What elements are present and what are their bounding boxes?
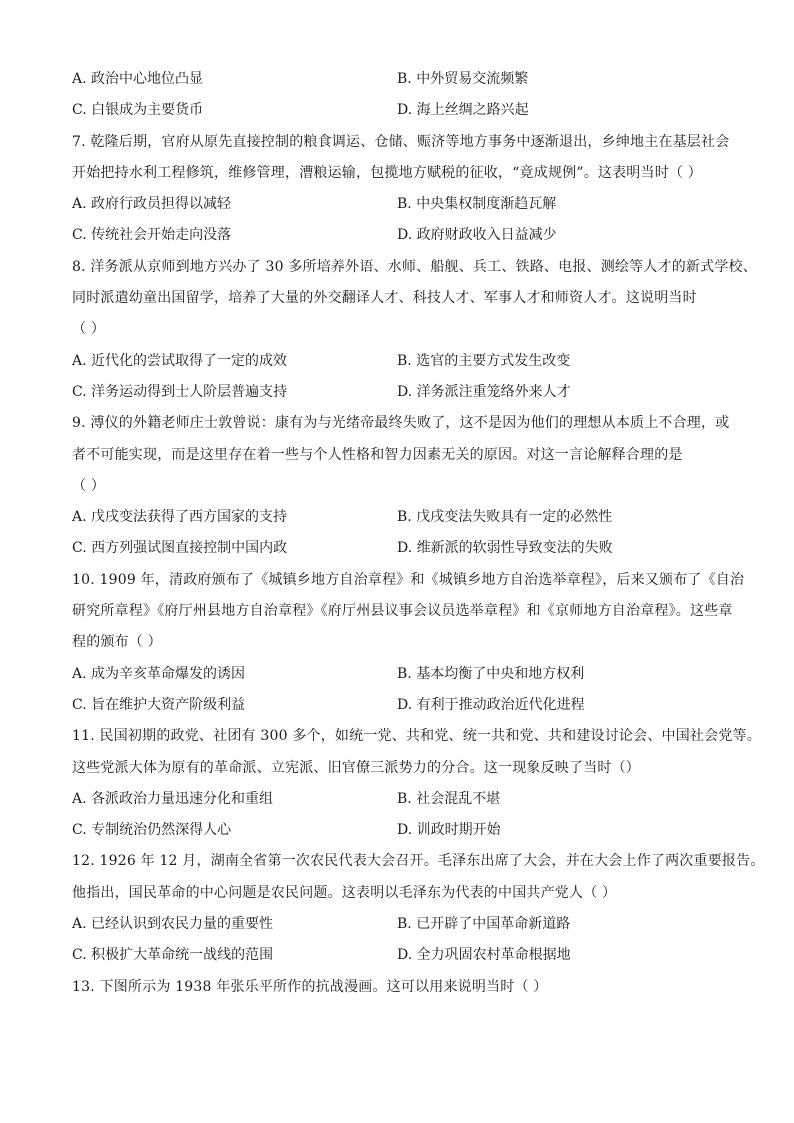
- question-list: [72, 64, 765, 1003]
- q12-option-c[interactable]: C. 积极扩大革命统一战线的范围: [72, 947, 274, 964]
- q7-options-row-2: [72, 220, 724, 251]
- q8-stem-line-3: （ ）: [72, 321, 106, 338]
- q10-option-a[interactable]: A. 成为辛亥革命爆发的诱因: [72, 665, 246, 682]
- q10-option-d[interactable]: D. 有利于推动政治近代化进程: [397, 696, 585, 713]
- q9-option-c[interactable]: C. 西方列强试图直接控制中国内政: [72, 540, 288, 557]
- q7-option-b[interactable]: B. 中央集权制度渐趋瓦解: [397, 196, 557, 213]
- q8-option-b[interactable]: B. 选官的主要方式发生改变: [397, 352, 571, 369]
- q12-option-b[interactable]: B. 已开辟了中国革命新道路: [397, 916, 571, 933]
- q9-stem-line-1: 9. 溥仪的外籍老师庄士敦曾说：康有为与光绪帝最终失败了，这不是因为他们的理想从本质上不合理，或: [72, 415, 730, 432]
- q10-options-row-2: [72, 690, 724, 721]
- q8-stem-line-1: 8. 洋务派从京师到地方兴办了 30 多所培养外语、水师、船舰、兵工、铁路、电报、测绘等人才的新式学校、: [72, 258, 757, 275]
- q10-option-c[interactable]: C. 旨在维护大资产阶级利益: [72, 696, 246, 713]
- q6-options-row-2: [72, 95, 724, 126]
- q6-option-d[interactable]: D. 海上丝绸之路兴起: [397, 102, 529, 119]
- q9-option-a[interactable]: A. 戊戌变法获得了西方国家的支持: [72, 509, 288, 526]
- q11-stem-line-2: 这些党派大体为原有的革命派、立宪派、旧官僚三派势力的分合。这一现象反映了当时（）: [72, 759, 640, 776]
- q11-stem-line-1: 11. 民国初期的政党、社团有 300 多个，如统一党、共和党、统一共和党、共和建设讨论会、中国社会党等。: [72, 728, 761, 745]
- q7-stem-line-1: 7. 乾隆后期，官府从原先直接控制的粮食调运、仓储、赈济等地方事务中逐渐退出，乡绅地主在基层社会: [72, 133, 730, 150]
- q8-options-row-2: [72, 377, 724, 408]
- q12-option-a[interactable]: A. 已经认识到农民力量的重要性: [72, 916, 274, 933]
- q7-option-d[interactable]: D. 政府财政收入日益减少: [397, 227, 557, 244]
- q12-options-row-2: [72, 940, 724, 971]
- q9-option-d[interactable]: D. 维新派的软弱性导致变法的失败: [397, 540, 613, 557]
- q9-option-b[interactable]: B. 戊戌变法失败具有一定的必然性: [397, 509, 613, 526]
- q6-option-c[interactable]: C. 白银成为主要货币: [72, 102, 204, 119]
- q6-options-row-1: [72, 64, 724, 95]
- q8-option-a[interactable]: A. 近代化的尝试取得了一定的成效: [72, 352, 288, 369]
- q7-option-c[interactable]: C. 传统社会开始走向没落: [72, 227, 232, 244]
- q9-options-row-1: [72, 502, 724, 533]
- q12-stem-line-1: 12. 1926 年 12 月，湖南全省第一次农民代表大会召开。毛泽东出席了大会，并在大会上作了两次重要报告。: [72, 853, 765, 870]
- q11-option-a[interactable]: A. 各派政治力量迅速分化和重组: [72, 790, 274, 807]
- q11-option-c[interactable]: C. 专制统治仍然深得人心: [72, 822, 232, 839]
- q9-options-row-2: [72, 533, 724, 564]
- q12-stem-line-2: 他指出，国民革命的中心问题是农民问题。这表明以毛泽东为代表的中国共产党人（ ）: [72, 884, 617, 901]
- q8-option-d[interactable]: D. 洋务派注重笼络外来人才: [397, 383, 571, 400]
- q10-stem-line-1: 10. 1909 年，清政府颁布了《城镇乡地方自治章程》和《城镇乡地方自治选举章程》，后来又颁布了《自治: [72, 571, 745, 588]
- q7-option-a[interactable]: A. 政府行政员担得以减轻: [72, 196, 232, 213]
- q6-option-a[interactable]: A. 政治中心地位凸显: [72, 71, 204, 87]
- q13-stem-line-1: 13. 下图所示为 1938 年张乐平所作的抗战漫画。这可以用来说明当时（ ）: [72, 978, 548, 995]
- q9-stem-line-2: 者不可能实现，而是这里存在着一些与个人性格和智力因素无关的原因。对这一言论解释合理的是: [72, 446, 683, 463]
- q11-option-b[interactable]: B. 社会混乱不堪: [397, 790, 501, 807]
- q11-options-row-1: [72, 784, 724, 815]
- q9-stem-line-3: （ ）: [72, 477, 106, 494]
- q6-option-b[interactable]: B. 中外贸易交流频繁: [397, 71, 529, 87]
- q8-stem-line-2: 同时派遣幼童出国留学，培养了大量的外交翻译人才、科技人才、军事人才和师资人才。这说明当时: [72, 290, 697, 307]
- q7-options-row-1: [72, 189, 724, 220]
- q8-options-row-1: [72, 346, 724, 377]
- q11-option-d[interactable]: D. 训政时期开始: [397, 822, 501, 839]
- q12-option-d[interactable]: D. 全力巩固农村革命根据地: [397, 947, 571, 964]
- q10-option-b[interactable]: B. 基本均衡了中央和地方权利: [397, 665, 585, 682]
- q10-options-row-1: [72, 659, 724, 690]
- q10-stem-line-3: 程的颁布（ ）: [72, 634, 162, 651]
- q7-stem-line-2: 开始把持水利工程修筑，维修管理，漕粮运输，包揽地方赋税的征收，“竟成规例”。这表明当时（ ）: [72, 164, 702, 181]
- q12-options-row-1: [72, 909, 724, 940]
- q10-stem-line-2: 研究所章程》《府厅州县地方自治章程》《府厅州县议事会议员选举章程》和《京师地方自治章程》。这些章: [72, 603, 733, 620]
- q8-option-c[interactable]: C. 洋务运动得到士人阶层普遍支持: [72, 383, 288, 400]
- q11-options-row-2: [72, 815, 724, 846]
